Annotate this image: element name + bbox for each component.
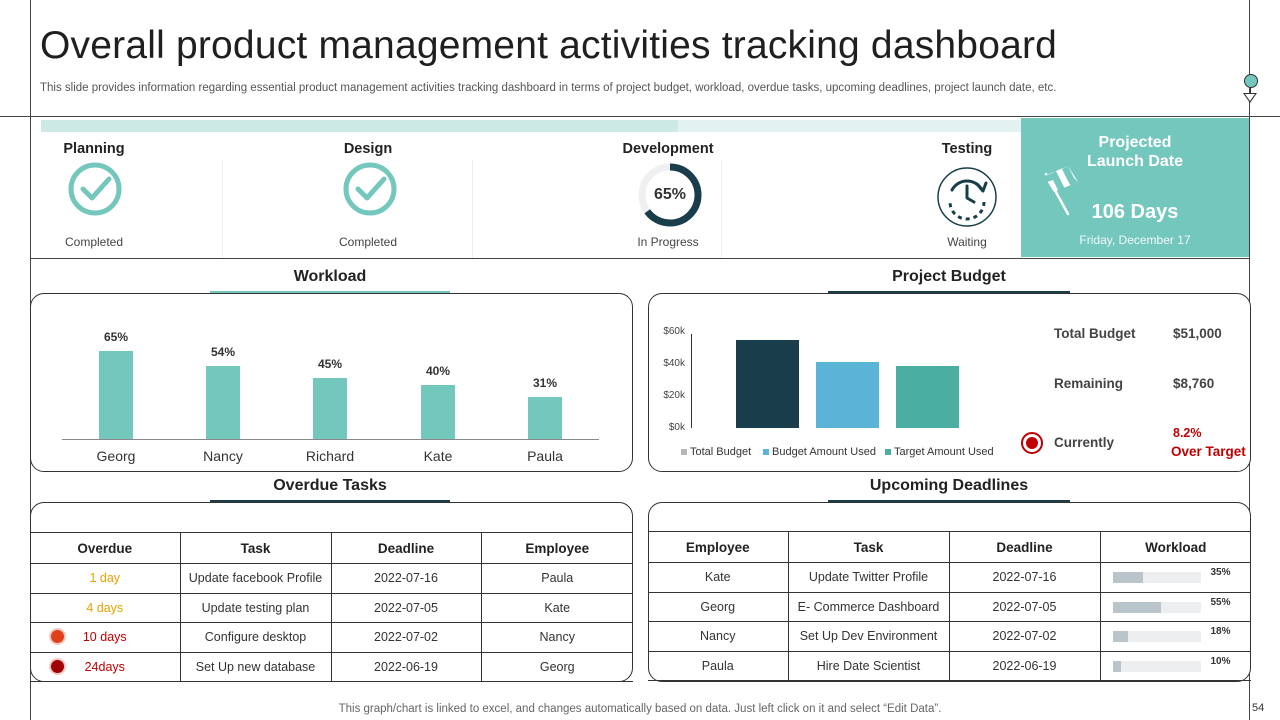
- table-row: [30, 593, 633, 623]
- budget-bar: [816, 362, 879, 428]
- workload-baseline: [62, 439, 599, 440]
- task-cell: E- Commerce Dashboard: [788, 592, 949, 622]
- workload-bar: [313, 378, 347, 439]
- pin-circle-icon: [1244, 74, 1258, 88]
- alert-icon: [1021, 432, 1043, 454]
- launch-date-value: Friday, December 17: [1079, 233, 1191, 247]
- employee-cell: Kate: [648, 563, 788, 593]
- deadline-cell: 2022-07-16: [949, 563, 1100, 593]
- workload-bar: [528, 397, 562, 439]
- budget-y-tick: $20k: [663, 390, 685, 401]
- employee-cell: Paula: [648, 651, 788, 681]
- workload-chart: [31, 294, 634, 473]
- workload-value-label: 31%: [532, 376, 558, 391]
- employee-cell: Georg: [648, 592, 788, 622]
- workload-bar: [99, 351, 133, 439]
- table-row: [30, 652, 633, 682]
- overdue-cell: 4 days: [30, 593, 180, 623]
- workload-cell: [1100, 622, 1251, 652]
- total-budget-value: $51,000: [1173, 326, 1222, 341]
- workload-percent: 35%: [1210, 567, 1231, 578]
- deadline-cell: 2022-07-05: [331, 593, 481, 623]
- employee-cell: Nancy: [648, 622, 788, 652]
- legend-total-budget: Total Budget: [681, 446, 751, 458]
- workload-progress-fill: [1113, 631, 1129, 642]
- deadline-cell: 2022-07-02: [331, 623, 481, 653]
- workload-value-label: 65%: [103, 330, 129, 345]
- overdue-title: Overdue Tasks: [273, 477, 387, 494]
- employee-cell: Georg: [481, 652, 633, 682]
- workload-name-label: Nancy: [203, 448, 243, 464]
- employee-cell: Kate: [481, 593, 633, 623]
- legend-swatch: [763, 449, 769, 455]
- deadline-cell: 2022-07-02: [949, 622, 1100, 652]
- stage-planning-label: Planning: [63, 141, 125, 157]
- workload-percent: 18%: [1210, 626, 1231, 637]
- legend-swatch: [885, 449, 891, 455]
- deadline-cell: 2022-07-05: [949, 592, 1100, 622]
- workload-bar: [421, 385, 455, 439]
- workload-name-label: Georg: [96, 448, 136, 464]
- workload-progress-track: [1113, 572, 1201, 583]
- workload-percent: 10%: [1210, 655, 1231, 667]
- employee-cell: Paula: [481, 564, 633, 594]
- section-rule: [30, 258, 1250, 259]
- workload-progress-fill: [1113, 572, 1144, 583]
- page-title: Overall product management activities tracking dashboard: [40, 24, 1058, 67]
- workload-name-label: Richard: [305, 448, 355, 464]
- workload-name-label: Kate: [423, 448, 453, 464]
- overdue-cell: 24days: [30, 652, 180, 682]
- task-cell: Update Twitter Profile: [788, 563, 949, 593]
- workload-progress-fill: [1113, 602, 1161, 613]
- stage-testing-status: Waiting: [947, 235, 987, 249]
- workload-value-label: 45%: [317, 357, 343, 372]
- legend-swatch: [681, 449, 687, 455]
- workload-progress-track: [1113, 631, 1201, 642]
- overdue-indicator-icon: [51, 630, 64, 643]
- deadlines-table: [648, 531, 1251, 681]
- workload-progress-fill: [1113, 661, 1122, 672]
- currently-status: Over Target: [1171, 444, 1246, 459]
- col-overdue: Overdue: [30, 533, 180, 564]
- table-row: [648, 622, 1251, 652]
- budget-y-tick: $60k: [663, 326, 685, 337]
- table-row: [648, 592, 1251, 622]
- employee-cell: Nancy: [481, 623, 633, 653]
- workload-panel: [30, 293, 633, 472]
- budget-panel: [648, 293, 1251, 472]
- task-cell: Hire Date Scientist: [788, 651, 949, 681]
- task-cell: Set Up Dev Environment: [788, 622, 949, 652]
- workload-cell: [1100, 563, 1251, 593]
- stage-design-label: Design: [343, 141, 393, 157]
- header-rule: [0, 116, 1280, 117]
- overdue-table: [30, 532, 633, 682]
- overdue-indicator-icon: [51, 660, 64, 673]
- clock-refresh-icon: [936, 166, 998, 228]
- task-cell: Configure desktop: [180, 623, 331, 653]
- budget-title: Project Budget: [892, 268, 1006, 285]
- workload-progress-track: [1113, 602, 1201, 613]
- deadline-cell: 2022-06-19: [331, 652, 481, 682]
- workload-name-label: Paula: [527, 448, 563, 464]
- overdue-cell: 1 day: [30, 564, 180, 594]
- table-row: [648, 563, 1251, 593]
- col-deadline: Deadline: [949, 532, 1100, 563]
- check-circle-icon: [67, 161, 123, 217]
- stage-divider: [222, 160, 223, 260]
- budget-bar: [896, 366, 959, 428]
- stage-development-status: In Progress: [637, 235, 699, 249]
- overall-progress-fill: [41, 120, 678, 132]
- launch-days-count: 106 Days: [1091, 201, 1179, 223]
- workload-cell: [1100, 651, 1251, 681]
- task-cell: Update facebook Profile: [180, 564, 331, 594]
- check-circle-icon: [342, 161, 398, 217]
- task-cell: Set Up new database: [180, 652, 331, 682]
- col-employee: Employee: [648, 532, 788, 563]
- table-row: [648, 651, 1251, 681]
- development-progress-label: 65%: [653, 186, 687, 203]
- workload-progress-track: [1113, 661, 1201, 672]
- remaining-value: $8,760: [1173, 376, 1215, 391]
- currently-label: Currently: [1054, 435, 1115, 450]
- col-workload: Workload: [1100, 532, 1251, 563]
- remaining-label: Remaining: [1054, 376, 1124, 391]
- pin-triangle-inner: [1245, 94, 1255, 101]
- alert-icon-inner: [1026, 437, 1038, 449]
- col-employee: Employee: [481, 533, 633, 564]
- legend-budget-used: Budget Amount Used: [763, 446, 876, 458]
- budget-y-axis: [691, 334, 692, 428]
- page-subtitle: This slide provides information regarding essential product management activities tracking dashboard in terms of project budget, workload, overdue tasks, upcoming deadlines, project launch date, etc.: [40, 82, 1057, 94]
- stage-testing-label: Testing: [941, 141, 993, 157]
- footer-note: This graph/chart is linked to excel, and changes automatically based on data. Just left click on it and select “Edit Data”.: [338, 703, 942, 715]
- col-deadline: Deadline: [331, 533, 481, 564]
- table-row: [30, 564, 633, 594]
- col-task: Task: [180, 533, 331, 564]
- currently-percent: 8.2%: [1173, 426, 1202, 440]
- budget-y-tick: $40k: [663, 358, 685, 369]
- stage-design-status: Completed: [338, 235, 398, 249]
- total-budget-label: Total Budget: [1054, 326, 1136, 341]
- budget-bar: [736, 340, 799, 428]
- legend-target-used: Target Amount Used: [885, 446, 994, 458]
- deadline-cell: 2022-07-16: [331, 564, 481, 594]
- workload-value-label: 40%: [425, 364, 451, 378]
- deadline-cell: 2022-06-19: [949, 651, 1100, 681]
- stage-divider: [472, 160, 473, 260]
- development-progress-ring: [637, 162, 703, 228]
- stage-development-label: Development: [622, 141, 714, 157]
- page-number: 54: [1252, 702, 1265, 714]
- launch-date-label: Projected Launch Date: [1086, 134, 1183, 170]
- stage-planning-status: Completed: [64, 235, 124, 249]
- deadlines-title: Upcoming Deadlines: [869, 477, 1029, 494]
- workload-title: Workload: [293, 268, 367, 285]
- task-cell: Update testing plan: [180, 593, 331, 623]
- stage-divider: [721, 160, 722, 260]
- table-row: [30, 623, 633, 653]
- workload-percent: 55%: [1210, 596, 1231, 608]
- col-task: Task: [788, 532, 949, 563]
- overdue-cell: 10 days: [30, 623, 180, 653]
- workload-value-label: 54%: [210, 345, 236, 360]
- checkered-flag-icon: [1038, 160, 1082, 216]
- budget-y-tick: $0k: [668, 422, 685, 433]
- workload-cell: [1100, 592, 1251, 622]
- workload-bar: [206, 366, 240, 439]
